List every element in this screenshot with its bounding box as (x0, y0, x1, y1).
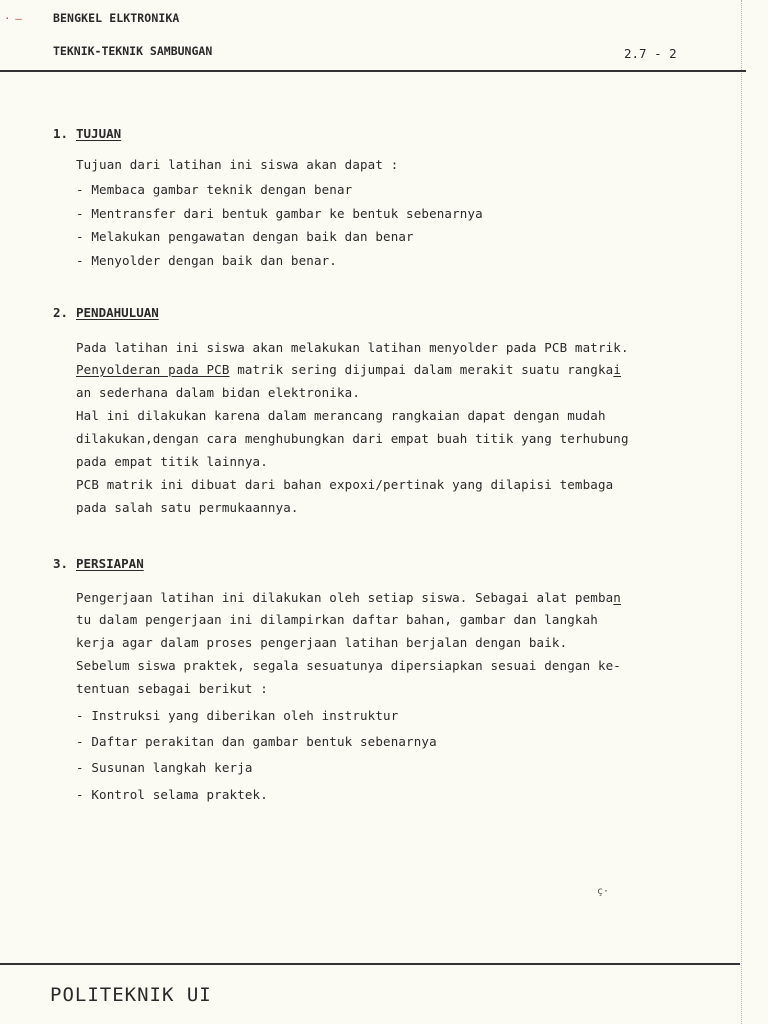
list-item: - Melakukan pengawatan dengan baik dan benar (76, 229, 414, 244)
section-title: TUJUAN (76, 126, 122, 141)
stray-mark: ç· (597, 886, 610, 897)
paragraph-line: Sebelum siswa praktek, segala sesuatunya dipersiapkan sesuai dengan ke- (76, 658, 621, 673)
section-title: PENDAHULUAN (76, 305, 159, 320)
section-title: PERSIAPAN (76, 556, 144, 571)
page-edge (741, 0, 742, 1024)
header-divider (0, 70, 746, 72)
paragraph-line: dilakukan,dengan cara menghubungkan dari empat buah titik yang terhubung (76, 431, 629, 446)
header-dash: · — (4, 12, 21, 25)
section-number: 3. (53, 556, 69, 571)
underlined-letter: n (613, 590, 621, 605)
footer-divider (0, 963, 740, 965)
list-item: - Instruksi yang diberikan oleh instruktur (76, 708, 399, 723)
header-department: BENGKEL ELKTRONIKA (53, 11, 180, 25)
paragraph-line: pada empat titik lainnya. (76, 454, 268, 469)
header-subject: TEKNIK-TEKNIK SAMBUNGAN (53, 44, 213, 58)
section-number: 1. (53, 126, 69, 141)
list-item: - Mentransfer dari bentuk gambar ke bentuk sebenarnya (76, 206, 483, 221)
section-number: 2. (53, 305, 69, 320)
paragraph-line: Tujuan dari latihan ini siswa akan dapat : (76, 157, 399, 172)
paragraph-line: tu dalam pengerjaan ini dilampirkan daftar bahan, gambar dan langkah (76, 612, 598, 627)
list-item: - Daftar perakitan dan gambar bentuk sebenarnya (76, 734, 437, 749)
page-code: 2.7 - 2 (624, 46, 677, 61)
paragraph-line: pada salah satu permukaannya. (76, 500, 299, 515)
list-item: - Kontrol selama praktek. (76, 787, 268, 802)
paragraph-line: PCB matrik ini dibuat dari bahan expoxi/pertinak yang dilapisi tembaga (76, 477, 614, 492)
footer-institution: POLITEKNIK UI (50, 984, 212, 1006)
paragraph-line: kerja agar dalam proses pengerjaan latihan berjalan dengan baik. (76, 635, 568, 650)
paragraph-text: matrik sering dijumpai dalam merakit suatu rangka (229, 362, 614, 377)
paragraph-line (76, 362, 621, 377)
list-item: - Menyolder dengan baik dan benar. (76, 253, 337, 268)
paragraph-line: an sederhana dalam bidan elektronika. (76, 385, 360, 400)
list-item: - Membaca gambar teknik dengan benar (76, 182, 353, 197)
list-item: - Susunan langkah kerja (76, 760, 253, 775)
paragraph-text: Pengerjaan latihan ini dilakukan oleh setiap siswa. Sebagai alat pemba (76, 590, 614, 605)
underlined-phrase: Penyolderan pada PCB (76, 362, 230, 377)
paragraph-line: tentuan sebagai berikut : (76, 681, 268, 696)
paragraph-line: Hal ini dilakukan karena dalam merancang rangkaian dapat dengan mudah (76, 408, 606, 423)
underlined-letter: i (613, 362, 621, 377)
paragraph-line (76, 590, 621, 605)
paragraph-line: Pada latihan ini siswa akan melakukan latihan menyolder pada PCB matrik. (76, 340, 629, 355)
